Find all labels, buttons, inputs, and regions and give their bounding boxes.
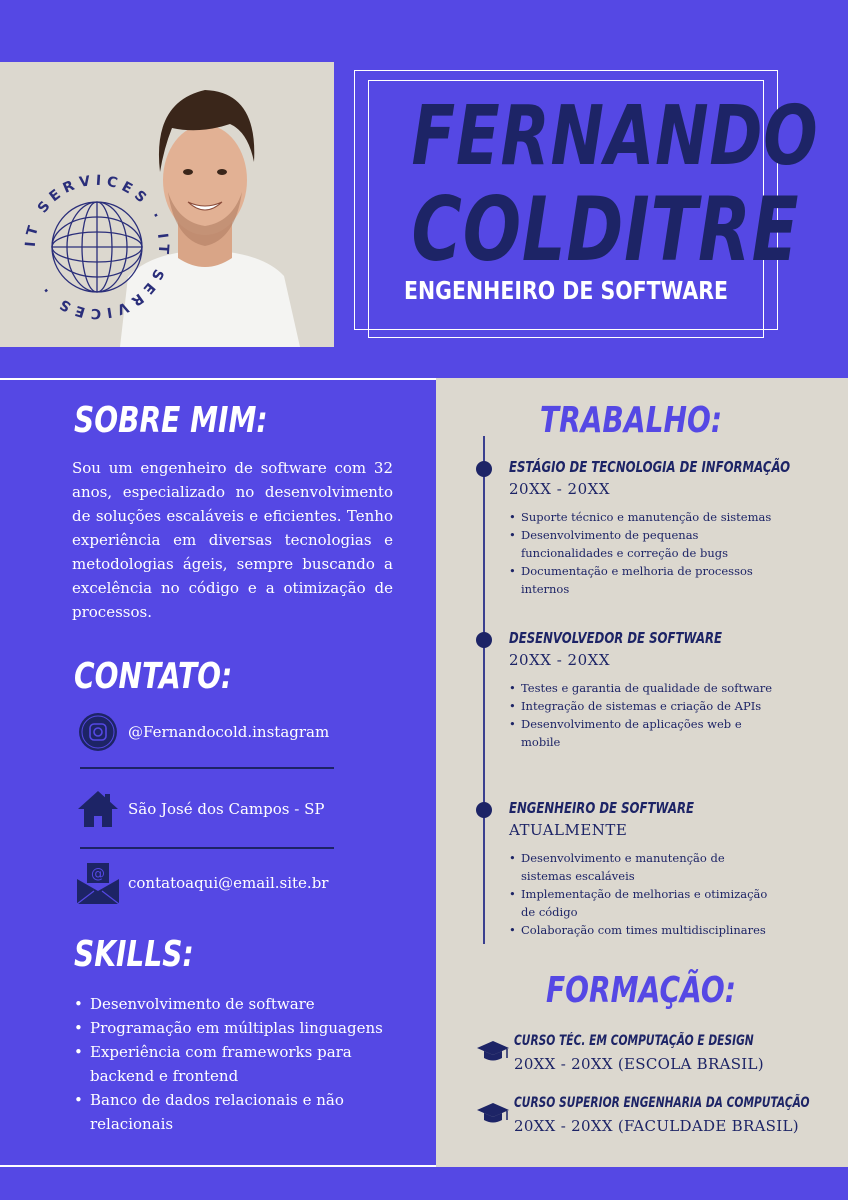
about-title: SOBRE MIM:	[74, 400, 268, 441]
skills-title: SKILLS:	[74, 934, 194, 975]
logo-text: IT SERVICES · IT SERVICES ·	[22, 172, 172, 322]
contact-separator	[80, 767, 334, 769]
education-entry	[476, 1033, 836, 1081]
job-bullet: • Integração de sistemas e criação de APIs	[509, 697, 774, 715]
home-icon	[76, 787, 120, 831]
education-title-text: CURSO SUPERIOR ENGENHARIA DA COMPUTAÇÃO	[514, 1095, 810, 1111]
email-icon	[76, 861, 120, 905]
divider-bottom	[0, 1165, 436, 1167]
skill-item: • Desenvolvimento de software	[72, 992, 412, 1016]
education-entry	[476, 1095, 836, 1143]
job-bullet: • Documentação e melhoria de processos internos	[509, 562, 774, 598]
job-dates: 20XX - 20XX	[509, 651, 610, 669]
globe-icon	[22, 172, 172, 322]
skill-item: • Banco de dados relacionais e não relacionais	[72, 1088, 412, 1136]
timeline-dot	[476, 802, 492, 818]
contact-separator	[80, 847, 334, 849]
job-bullet: • Colaboração com times multidisciplinares	[509, 921, 774, 939]
job-dates: ATUALMENTE	[509, 821, 628, 839]
job-dates: 20XX - 20XX	[509, 480, 610, 498]
location-text: São José dos Campos - SP	[128, 800, 325, 818]
work-title: TRABALHO:	[539, 400, 723, 441]
last-name: COLDITRE	[411, 178, 800, 281]
svg-text:@: @	[91, 866, 105, 882]
contact-instagram	[76, 710, 346, 754]
graduation-cap-icon	[476, 1101, 510, 1125]
work-timeline	[483, 436, 485, 944]
job-title: ENGENHEIRO DE SOFTWARE	[509, 799, 695, 817]
job-bullet: • Suporte técnico e manutenção de sistemas	[509, 508, 774, 526]
job-bullet: • Implementação de melhorias e otimização de código	[509, 885, 774, 921]
contact-title: CONTATO:	[74, 656, 233, 697]
job-bullets	[509, 679, 774, 751]
job-bullets	[509, 849, 774, 939]
first-name: FERNANDO	[411, 89, 819, 184]
education-detail: 20XX - 20XX (FACULDADE BRASIL)	[514, 1117, 799, 1135]
job-bullet: • Testes e garantia de qualidade de software	[509, 679, 774, 697]
divider-top	[0, 378, 436, 380]
timeline-dot	[476, 461, 492, 477]
skill-item: • Experiência com frameworks para backend e frontend	[72, 1040, 412, 1088]
job-bullet: • Desenvolvimento e manutenção de sistemas escaláveis	[509, 849, 774, 885]
job-role: ENGENHEIRO DE SOFTWARE	[404, 276, 728, 305]
timeline-dot	[476, 632, 492, 648]
education-title-text: CURSO TÉC. EM COMPUTAÇÃO E DESIGN	[514, 1033, 754, 1049]
contact-email	[76, 861, 346, 905]
instagram-icon	[76, 710, 120, 754]
job-bullets	[509, 508, 774, 598]
job-bullet: • Desenvolvimento de pequenas funcionalidades e correção de bugs	[509, 526, 774, 562]
skills-list	[72, 992, 412, 1136]
instagram-handle[interactable]: @Fernandocold.instagram	[128, 723, 330, 741]
about-text: Sou um engenheiro de software com 32 anos, especializado no desenvolvimento de soluções escaláveis e eficientes. Tenho experiência em diversas tecnologias e metodologias ágeis, sempre buscando a excelência no código e a otimização de processos.	[72, 459, 393, 621]
contact-location	[76, 787, 346, 831]
profile-photo	[0, 62, 334, 347]
education-title: FORMAÇÃO:	[545, 970, 737, 1011]
job-title: DESENVOLVEDOR DE SOFTWARE	[509, 629, 723, 647]
graduation-cap-icon	[476, 1039, 510, 1063]
skill-item: • Programação em múltiplas linguagens	[72, 1016, 412, 1040]
email-text[interactable]: contatoaqui@email.site.br	[128, 874, 329, 892]
education-detail: 20XX - 20XX (ESCOLA BRASIL)	[514, 1055, 764, 1073]
job-title: ESTÁGIO DE TECNOLOGIA DE INFORMAÇÃO	[509, 458, 791, 476]
job-bullet: • Desenvolvimento de aplicações web e mobile	[509, 715, 774, 751]
